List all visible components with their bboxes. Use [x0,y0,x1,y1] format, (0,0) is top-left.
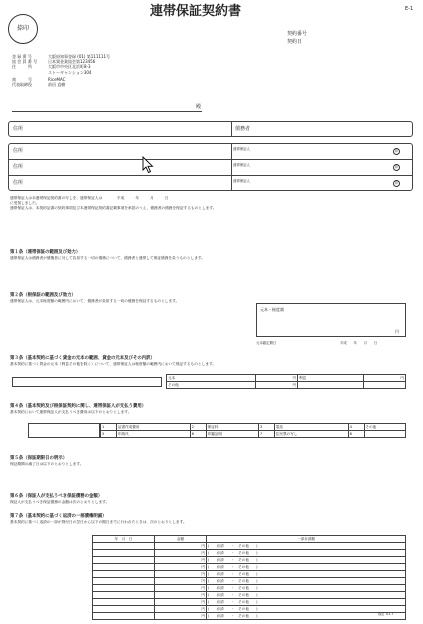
table-row [93,564,406,571]
table-cell [93,557,155,564]
table-cell: ( 弁済 ・ その他 ) [207,557,406,564]
table-cell: 4 [348,424,364,431]
table-cell: ( 弁済 ・ その他 ) [207,613,406,620]
section-body: 保証期間の満了日は以下のとおりとします。 [10,461,84,466]
section-body: 連帯保証人は、元本極度額の範囲内において、債務者が負担する一切の債務を保証するものとします。 [10,298,180,303]
table-cell: 円 [155,592,207,599]
guarantor-name-label: 連帯保証人 [233,179,250,183]
table-cell: ( 弁済 ・ その他 ) [207,606,406,613]
table-cell: 円 [155,564,207,571]
table-row [167,382,406,389]
table-header: 一部弁済額 [207,536,406,543]
table-cell: ( 弁済 ・ その他 ) [207,564,406,571]
section-2 [10,293,240,304]
table-cell: ( 弁済 ・ その他 ) [207,571,406,578]
guarantor-seal [393,164,400,171]
debtor-name-label: 債務者 [235,126,251,132]
section-title: 第５条（保証期限日の明示） [10,456,68,461]
company-row: 登 録 番 号 大阪府知事登録 (01) 第111111号 [12,54,111,59]
table-cell: 5 [101,431,117,438]
table-row [93,613,406,620]
table-cell: 円 [255,382,297,389]
table-cell: 8 [348,431,364,438]
table-row [93,543,406,550]
table-cell: 円 [155,599,207,606]
footer-code: 改訂 01-7 [378,612,394,616]
table-cell: 利息 [298,375,364,382]
guarantor-box [8,143,413,191]
section-title: 第６条（保証人が支払うべき保証債務の金額） [10,494,103,499]
divider [231,160,232,176]
table-cell: 6 [190,431,206,438]
seal-mark: 印 [394,165,399,170]
doc-code: E-1 [405,6,414,12]
table-cell: 2 [190,424,206,431]
divider [231,144,232,160]
section-title: 第１条（連帯保証の範囲及び効力） [10,250,81,255]
table-header: 年 月 日 [93,536,155,543]
section-title: 第３条（基本契約に基づく貸金の元本の範囲、貸金の元本及びその内訳） [10,356,155,361]
company-row: 協 会 員 番 号 日本貸金業協会第123456 [12,59,96,65]
table-cell [93,585,155,592]
section-3 [10,356,414,367]
table-cell [93,564,155,571]
section-body: 基本契約において連帯保証人が支払うべき費用は以下のとおりとします。 [10,409,132,414]
table-cell: ( 弁済 ・ その他 ) [207,585,406,592]
divider [231,176,232,191]
table-cell: 円 [155,585,207,592]
debtor-box [8,121,413,137]
table-cell [93,613,155,620]
company-row: ストーギャンション304 [48,69,92,75]
guarantor-seal [393,148,400,155]
company-row: 商 号 RiceMAC [12,76,66,82]
company-row: 代表取締役 前田 直樹 [12,81,66,87]
table-row [93,571,406,578]
guarantor-row [9,176,412,191]
table-cell: 住民票の写し [274,431,348,438]
table-cell: 1 [101,424,117,431]
seal-stamp: 捺印 [8,14,38,44]
table-row [93,585,406,592]
table-cell: その他 [364,424,406,431]
limit-amount-box [256,303,406,337]
section-6 [10,494,414,505]
table-cell: 円 [363,375,405,382]
table-cell: 3 [258,424,274,431]
intro-line: 連帯保証人は、本契約証書の契約事項及び本連帯保証契約書記載事項を承認のうえ、債務者の債務を保証するものとします。 [10,206,217,211]
table-row [93,599,406,606]
company-info [12,54,212,87]
guarantor-name-label: 連帯保証人 [233,163,250,167]
principal-table [166,374,406,389]
table-row [101,424,406,431]
table-row [93,557,406,564]
section-body: 基本契約に基づく貸金の元本（利息その他を除く）について、連帯保証人は極度額の範囲内において保証するものとします。 [10,361,217,366]
section-5 [10,456,414,467]
company-seal: 殿 [196,104,202,110]
intro-line: に受領しました。 [10,201,40,206]
table-cell: 証書作成費用 [116,424,190,431]
table-row [93,592,406,599]
table-cell: ( 弁済 ・ その他 ) [207,543,406,550]
contract-no-label: 契約番号 [287,31,308,37]
table-row [93,578,406,585]
section-body: 基本契約に基づく返済の一部が貸付日の翌日から以下の期日までに行われたときは、次のとおりとします。 [10,519,187,524]
limit-sub-label: 元本確定期日 [256,341,277,345]
table-cell: 保証料 [206,424,258,431]
limit-date-label: 平成 年 月 日 [340,341,378,345]
principal-left-box [12,377,162,387]
section-body: 保証人が支払うべき保証債務の金額は次のとおりとします。 [10,499,110,504]
section-title: 第２条（根保証の範囲及び効力） [10,293,76,298]
limit-label: 元本・極度額 [260,307,284,312]
table-cell: 7 [258,431,274,438]
table-cell [93,606,155,613]
guarantor-row [9,144,412,160]
table-row [93,550,406,557]
table-header: 金額 [155,536,207,543]
table-cell: 円 [155,578,207,585]
company-row: 住 所 大阪市中央区北浜町8-3 [12,64,91,70]
seal-mark: 印 [394,181,399,186]
table-cell [93,578,155,585]
divider [12,111,202,112]
guarantor-seal [393,180,400,187]
table-cell: 円 [155,543,207,550]
intro-line: 連帯保証人は本連帯保証契約書の写しを、連帯保証人は 平成 年 月 日 [10,196,169,200]
table-cell: 印紙代 [116,431,190,438]
payment-table [92,535,406,620]
limit-unit: 円 [395,329,399,334]
table-cell [364,431,406,438]
table-cell: 円 [155,613,207,620]
fee-table [100,423,406,438]
table-cell: その他 [167,382,256,389]
section-body: 連帯保証人は債務者が債権者に対して負担する一切の債務について、債務者と連帯して保証債務を負うものとします。 [10,255,205,260]
table-cell [93,571,155,578]
table-cell: ( 弁済 ・ その他 ) [207,550,406,557]
table-cell: 円 [255,375,297,382]
table-cell: 円 [155,557,207,564]
table-row [93,536,406,543]
table-cell: ( 弁済 ・ その他 ) [207,592,406,599]
table-cell: ( 弁済 ・ その他 ) [207,599,406,606]
table-cell: 電話 [274,424,348,431]
intro-text [10,196,414,212]
seal-mark: 印 [394,149,399,154]
divider [231,122,232,136]
contract-date-label: 契約日 [287,39,303,45]
table-cell [93,550,155,557]
table-row [93,606,406,613]
table-cell: 円 [155,606,207,613]
section-title: 第４条（基本契約及び根保証契約に関し、連帯保証人が支払う費用） [10,404,147,409]
table-cell: 円 [155,571,207,578]
table-cell: ( 弁済 ・ その他 ) [207,578,406,585]
guarantor-name-label: 連帯保証人 [233,147,250,151]
table-row [101,431,406,438]
section-1 [10,250,414,261]
guarantor-address-label: 住所 [13,148,24,154]
table-cell [93,592,155,599]
guarantor-address-label: 住所 [13,164,24,170]
section-4 [10,404,414,415]
guarantor-address-label: 住所 [13,180,24,186]
table-cell [93,543,155,550]
page-title: 連帯保証契約書 [150,4,242,19]
guarantor-row [9,160,412,176]
table-cell [93,599,155,606]
table-cell: 円 [155,550,207,557]
section-7 [10,514,414,525]
table-cell: 印鑑証明 [206,431,258,438]
table-row [167,375,406,382]
mouse-cursor-icon [142,156,154,174]
debtor-address-label: 住所 [13,126,24,132]
table-cell: 元本 [167,375,256,382]
fee-left-box [28,423,100,438]
section-title: 第７条（基本契約に基づく返済の一部債権明細） [10,514,107,519]
